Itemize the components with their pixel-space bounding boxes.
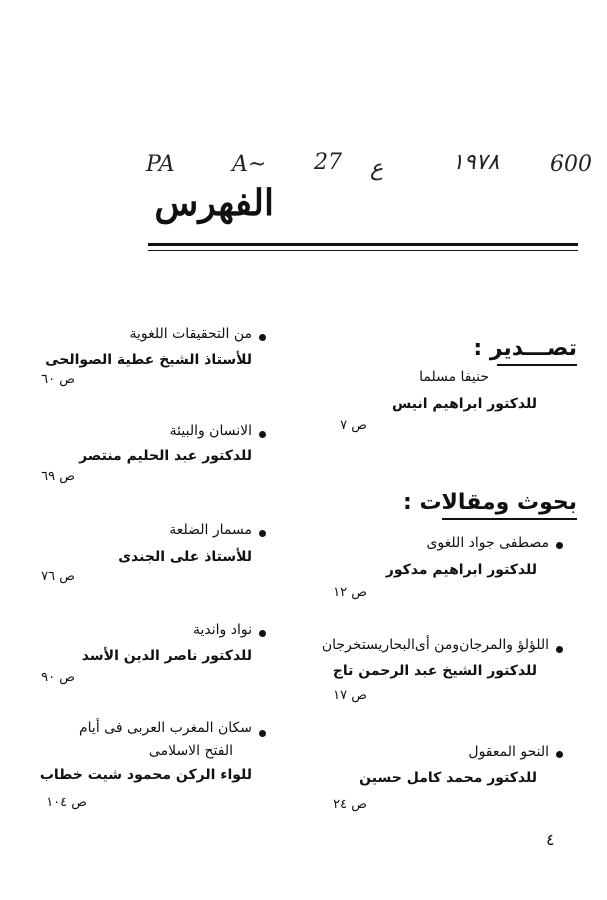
bullet-icon	[259, 730, 266, 737]
section-heading-buhuth: بحوث ومقالات :	[402, 490, 577, 515]
toc-entry-author: للأستاذ على الجندى	[118, 549, 252, 565]
section-heading-underline	[497, 364, 577, 366]
handwritten-mark: PA	[146, 152, 175, 177]
section-heading-underline	[442, 518, 577, 520]
handwritten-mark: 27	[314, 150, 342, 175]
toc-entry-title: مصطفى جواد اللغوى	[426, 535, 549, 551]
bullet-icon	[259, 530, 266, 537]
bullet-icon	[556, 542, 563, 549]
toc-entry-title: نواد واندية	[192, 622, 252, 638]
toc-entry-page: ص ٧٦	[41, 569, 75, 584]
toc-entry-author: للواء الركن محمود شيت خطاب	[39, 767, 252, 783]
toc-entry-title: اللؤلؤ والمرجان‌ومن أى‌البحاريستخرجان	[321, 637, 549, 653]
page-number: ٤	[546, 830, 555, 849]
toc-entry-author: للدكتور ابراهيم مدكور	[385, 562, 537, 578]
toc-entry-author: للدكتور محمد كامل حسين	[359, 770, 537, 786]
toc-entry-title: حنيفا مسلما	[419, 369, 489, 385]
handwritten-mark: ١٩٧٨	[452, 150, 500, 175]
handwritten-mark: 600	[550, 152, 592, 177]
toc-entry-author: للدكتور عبد الحليم منتصر	[79, 448, 252, 464]
toc-entry-title: النحو المعقول	[468, 744, 549, 760]
bullet-icon	[259, 334, 266, 341]
toc-entry-author: للدكتور ناصر الدين الأسد	[81, 648, 252, 664]
bullet-icon	[556, 751, 563, 758]
bullet-icon	[556, 646, 563, 653]
toc-entry-title: مسمار الضلعة	[169, 522, 252, 538]
toc-entry-title: من التحقيقات اللغوية	[129, 326, 252, 342]
page-title: الفهرس	[154, 182, 274, 224]
toc-entry-page: ص ١٧	[333, 688, 367, 703]
toc-entry-page: ص ٢٤	[333, 797, 367, 812]
toc-entry-page: ص ١٢	[333, 585, 367, 600]
toc-entry-title-continued: الفتح الاسلامى	[148, 743, 233, 759]
toc-entry-page: ص ٧	[340, 418, 367, 433]
section-heading-tasdir: تصـــدير :	[473, 336, 577, 361]
toc-entry-author: للدكتور الشيخ عبد الرحمن تاج	[332, 663, 537, 679]
title-rule-thick	[148, 243, 578, 246]
bullet-icon	[259, 431, 266, 438]
toc-entry-author: للأستاذ الشيخ عطية الصوالحى	[45, 352, 252, 368]
toc-entry-page: ص ٦٩	[41, 469, 75, 484]
toc-entry-page: ص ٩٠	[41, 670, 75, 685]
toc-entry-title: الانسان والبيئة	[169, 423, 252, 439]
toc-entry-title: سكان المغرب العربى فى أيام	[79, 720, 252, 736]
title-rule-thin	[148, 250, 578, 251]
bullet-icon	[259, 630, 266, 637]
toc-entry-page: ص ١٠٤	[46, 795, 87, 810]
handwritten-mark: ع	[370, 156, 384, 181]
toc-entry-author: للدكتور ابراهيم انيس	[391, 396, 537, 412]
toc-entry-page: ص ٦٠	[41, 372, 75, 387]
handwritten-mark: A~	[232, 152, 267, 177]
